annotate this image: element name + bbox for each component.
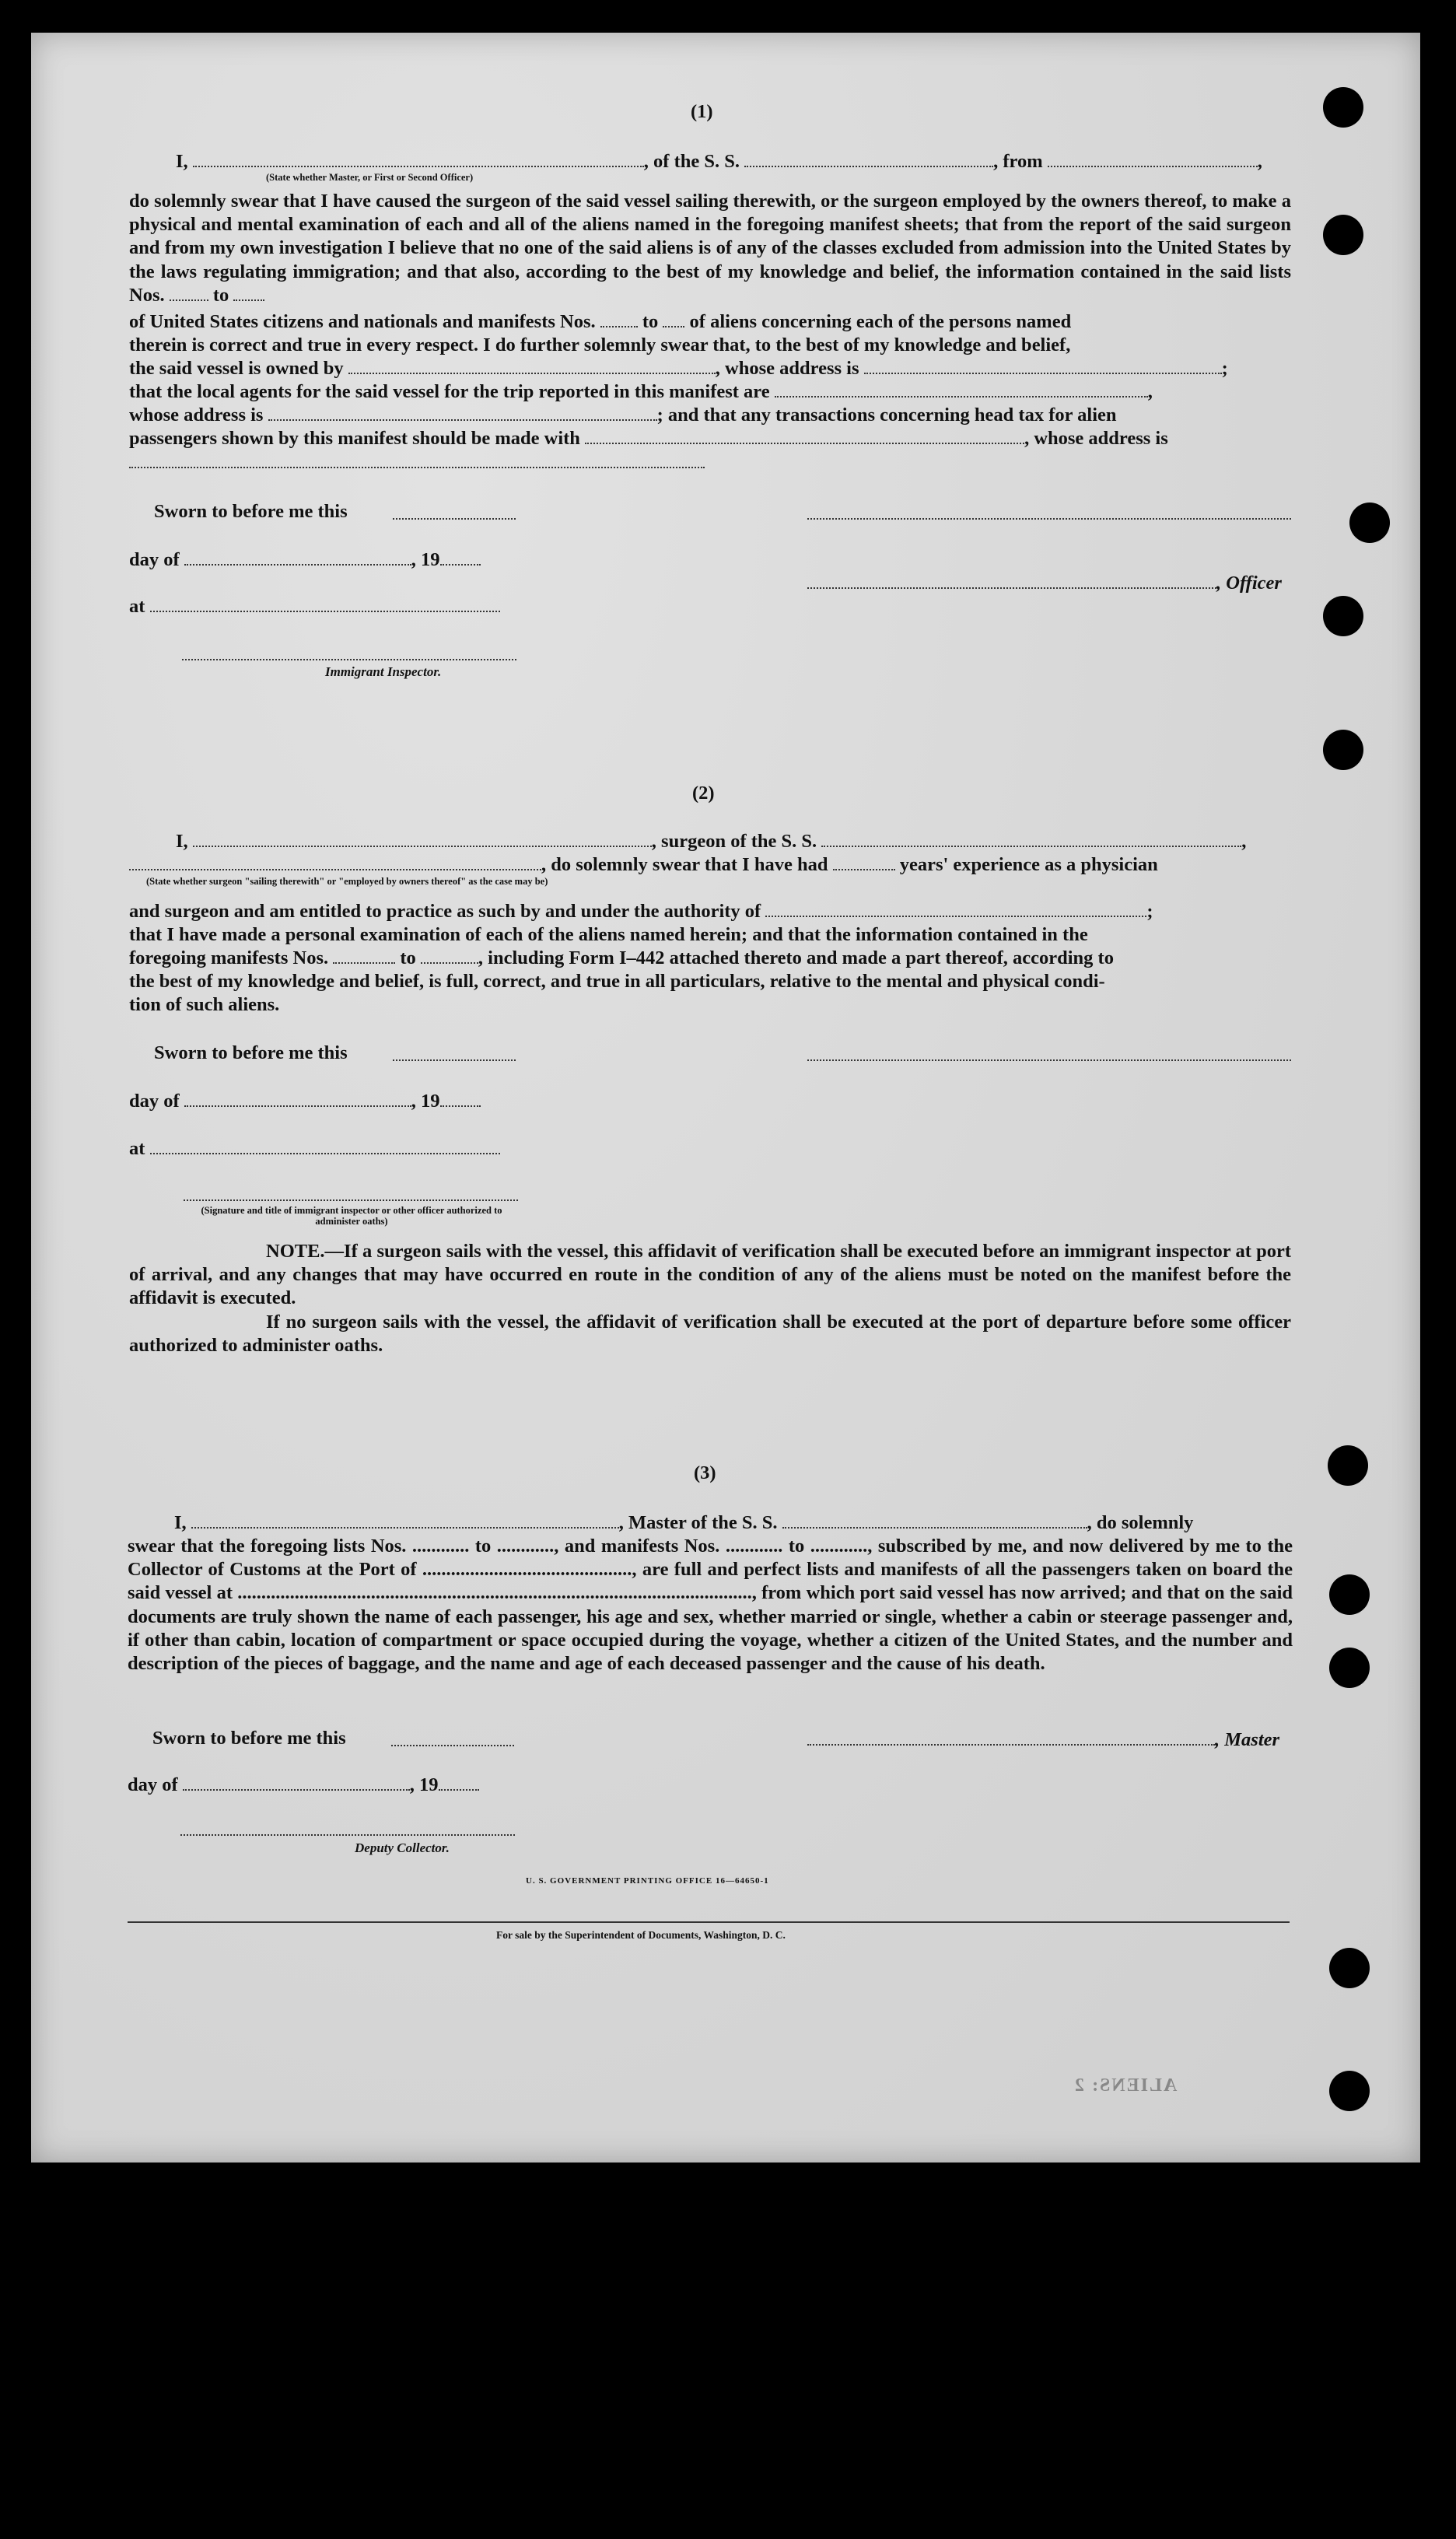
- day-of-text: day of: [128, 1774, 178, 1795]
- officer-label: [807, 572, 1282, 596]
- section-number: (1): [691, 101, 713, 122]
- punch-hole: [1323, 215, 1363, 255]
- s2-line2: [129, 853, 1158, 877]
- at-label: [129, 595, 500, 619]
- experience-text: years' experience as a physician: [899, 854, 1158, 875]
- at-place-field[interactable]: [150, 1137, 500, 1154]
- note1: [129, 1240, 1291, 1311]
- from-field[interactable]: [1048, 150, 1258, 167]
- punch-hole: [1323, 87, 1363, 128]
- day-of-label: [128, 1774, 479, 1798]
- section-number: (3): [694, 1462, 716, 1483]
- year-field[interactable]: [440, 548, 481, 566]
- at-label: [129, 1137, 500, 1161]
- footer-rule: [128, 1921, 1290, 1923]
- deputy-collector-label: Deputy Collector.: [355, 1840, 450, 1855]
- manifests-text: foregoing manifests Nos.: [129, 947, 329, 968]
- to-label: to: [642, 311, 659, 332]
- s2-line7: tion of such aliens.: [129, 994, 280, 1015]
- from-label: , from: [993, 151, 1043, 172]
- s3-line1: [174, 1511, 1193, 1536]
- vessel-field[interactable]: [744, 150, 993, 167]
- s2-line5: foregoing manifests Nos. to , including Form I–442 attached thereto and made a part thereof, according to: [129, 947, 1114, 968]
- sworn-label: Sworn to before me this: [154, 1042, 348, 1063]
- whose-address-text: , whose address is: [1024, 428, 1168, 449]
- i-label: I,: [176, 151, 188, 172]
- at-text: at: [129, 596, 145, 617]
- of-ss-label: , of the S. S.: [643, 151, 740, 172]
- sworn-text: , do solemnly swear that I have had: [541, 854, 828, 875]
- inspector-signature-field[interactable]: [182, 659, 516, 660]
- s1-line-l4: the said vessel is owned by , whose address is ;: [129, 358, 1228, 379]
- note-surgeon: (State whether surgeon "sailing therewith" or "employed by owners thereof" as the case may be): [146, 876, 548, 887]
- officer-signature-field[interactable]: [807, 518, 1291, 520]
- officer-text: , Officer: [1216, 573, 1282, 594]
- master-signature-label: [807, 1728, 1279, 1753]
- stamp-text: ALIENS: 2: [1073, 2075, 1178, 2096]
- note2: [129, 1311, 1291, 1357]
- year-field[interactable]: [440, 1090, 481, 1107]
- punch-hole: [1329, 1948, 1370, 1988]
- owned-by-text: the said vessel is owned by: [129, 358, 344, 379]
- deputy-signature-field[interactable]: [180, 1834, 515, 1836]
- s1-paragraph: [129, 190, 1291, 307]
- surgeon-signature-field[interactable]: [807, 1059, 1291, 1061]
- i-label: I,: [176, 831, 188, 852]
- sworn-day-field[interactable]: [391, 1745, 514, 1746]
- note1-text: NOTE.—If a surgeon sails with the vessel, this affidavit of verification shall be executed before an immigrant inspector at port of arrival, and any changes that may have occurred en route in the condition of any of the aliens must be noted on the manifest before the affidavit is executed.: [129, 1241, 1291, 1309]
- sworn-day-field[interactable]: [393, 1059, 516, 1061]
- l2-text: of United States citizens and nationals and manifests Nos.: [129, 311, 596, 332]
- punch-hole: [1323, 596, 1363, 636]
- owner-field[interactable]: [348, 357, 716, 374]
- master-signature-field[interactable]: [807, 1728, 1215, 1746]
- day-of-month-field[interactable]: [184, 1090, 411, 1107]
- manifests-from-field[interactable]: [600, 310, 638, 327]
- day-of-label: [129, 1090, 481, 1114]
- agent-address-field[interactable]: [268, 404, 657, 421]
- vessel-field[interactable]: [782, 1511, 1087, 1529]
- day-of-month-field[interactable]: [184, 548, 411, 566]
- surgeon-label: , surgeon of the S. S.: [651, 831, 817, 852]
- punch-hole: [1329, 2071, 1370, 2111]
- sworn-label: Sworn to before me this: [152, 1728, 346, 1749]
- form-text: , including Form I–442 attached thereto and made a part thereof, according to: [478, 947, 1114, 968]
- punch-hole: [1329, 1574, 1370, 1615]
- sworn-label: Sworn to before me this: [154, 501, 348, 522]
- authority-text: and surgeon and am entitled to practice as such by and under the authority of: [129, 901, 761, 922]
- name-field[interactable]: [193, 150, 644, 167]
- s1-line-l5: that the local agents for the said vessel for the trip reported in this manifest are ,: [129, 381, 1153, 402]
- day-of-label: [129, 548, 481, 573]
- note-master: (State whether Master, or First or Second Officer): [266, 172, 474, 183]
- agents-text: that the local agents for the said vessel for the trip reported in this manifest are: [129, 381, 770, 402]
- day-of-month-field[interactable]: [183, 1774, 410, 1791]
- to-label: to: [212, 284, 229, 306]
- immigrant-inspector-label: Immigrant Inspector.: [325, 664, 442, 679]
- signature-note: (Signature and title of immigrant inspector or other officer authorized to administer oaths): [201, 1205, 502, 1227]
- at-text: at: [129, 1138, 145, 1159]
- lists-from-field[interactable]: [170, 284, 208, 301]
- s1-line-l3: therein is correct and true in every respect. I do further solemnly swear that, to the best of my knowledge and belief,: [129, 334, 1071, 355]
- s1-line-l7: [129, 427, 1168, 451]
- head-tax-contact-field[interactable]: [585, 427, 1024, 444]
- address-label: , whose address is: [715, 358, 859, 379]
- master-name-field[interactable]: [191, 1511, 619, 1529]
- day-of-text: day of: [129, 1091, 180, 1112]
- s2-line6: the best of my knowledge and belief, is full, correct, and true in all particulars, relative to the mental and physical condi-: [129, 971, 1105, 992]
- manifests-to-field[interactable]: [421, 947, 478, 964]
- passengers-text: passengers shown by this manifest should be made with: [129, 428, 580, 449]
- head-tax-text: ; and that any transactions concerning head tax for alien: [656, 404, 1117, 426]
- officer-title-field[interactable]: [807, 572, 1216, 589]
- master-text: , Master: [1215, 1729, 1280, 1750]
- authority-field[interactable]: [765, 900, 1146, 917]
- s2-line4: that I have made a personal examination of each of the aliens named herein; and that the information contained in the: [129, 924, 1088, 945]
- punch-hole: [1323, 730, 1363, 770]
- at-place-field[interactable]: [150, 595, 500, 612]
- section-number: (2): [692, 783, 715, 804]
- punch-hole: [1328, 1445, 1368, 1486]
- punch-hole: [1349, 503, 1390, 543]
- surgeon-status-field[interactable]: [129, 853, 541, 870]
- s3-oath-text: swear that the foregoing lists Nos. ............ to ............, and manifests Nos. ............ to ............, subscribed by me, and now delivered by me to the Collector of Customs at the Port of ............................................, are full and perfect lists and manifests of all the passengers taken on board the said vessel at ............................................................................................................, from which port said vessel has now arrived; and that on the said documents are truly shown the name of each passenger, his age and sex, whether married or single, whether a cabin or steerage passenger and, if other than cabin, location of compartment or space occupied during the voyage, whether a citizen of the United States, and the number and description of the pieces of baggage, and the name and age of each deceased passenger and the cause of his death.: [128, 1536, 1293, 1675]
- lists-to-field[interactable]: [233, 284, 264, 301]
- manifests-to-field[interactable]: [663, 310, 684, 327]
- s2-line1: I, , surgeon of the S. S. ,: [176, 831, 1247, 852]
- s2-line3: and surgeon and am entitled to practice as such by and under the authority of ;: [129, 901, 1153, 922]
- address-continuation-field[interactable]: [129, 467, 705, 468]
- year-field[interactable]: [439, 1774, 479, 1791]
- s3-paragraph: [128, 1535, 1293, 1676]
- whose-address-text: whose address is: [129, 404, 264, 426]
- year-prefix: , 19: [409, 1774, 439, 1795]
- master-label: , Master of the S. S.: [618, 1512, 778, 1533]
- year-prefix: , 19: [411, 1091, 440, 1112]
- aliens-stamp: [1073, 2074, 1177, 2098]
- gpo-imprint: U. S. GOVERNMENT PRINTING OFFICE 16—64650-1: [526, 1876, 769, 1886]
- year-prefix: , 19: [411, 549, 440, 570]
- s1-line-l2: [129, 310, 1071, 334]
- vessel-field[interactable]: [821, 830, 1241, 847]
- agents-field[interactable]: [775, 380, 1148, 397]
- official-signature-field[interactable]: [184, 1199, 518, 1201]
- s1-line1: I, , of the S. S. , from ,: [176, 151, 1262, 172]
- owner-address-field[interactable]: [864, 357, 1222, 374]
- years-field[interactable]: [833, 853, 895, 870]
- punch-hole: [1329, 1648, 1370, 1688]
- solemnly-text: , do solemnly: [1087, 1512, 1194, 1533]
- day-of-text: day of: [129, 549, 180, 570]
- i-label: I,: [174, 1512, 187, 1533]
- sworn-day-field[interactable]: [393, 518, 516, 520]
- s1-oath-text: do solemnly swear that I have caused the surgeon of the said vessel sailing therewith, or the surgeon employed by the owners thereof, to make a physical and mental examination of each and all of the aliens named in the foregoing manifest sheets; that from the report of the said surgeon and from my own investigation I believe that no one of the said aliens is of any of the classes excluded from admission into the United States by the laws regulating immigration; and that also, according to the best of my knowledge and belief, the information contained in the said lists Nos.: [129, 191, 1291, 306]
- manifests-from-field[interactable]: [333, 947, 395, 964]
- s1-line-l6: [129, 404, 1117, 428]
- sale-notice: For sale by the Superintendent of Documents, Washington, D. C.: [496, 1929, 786, 1941]
- l2b-text: of aliens concerning each of the persons named: [689, 311, 1072, 332]
- surgeon-name-field[interactable]: [193, 830, 652, 847]
- note2-text: If no surgeon sails with the vessel, the affidavit of verification shall be executed at the port of departure before some officer authorized to administer oaths.: [129, 1312, 1291, 1357]
